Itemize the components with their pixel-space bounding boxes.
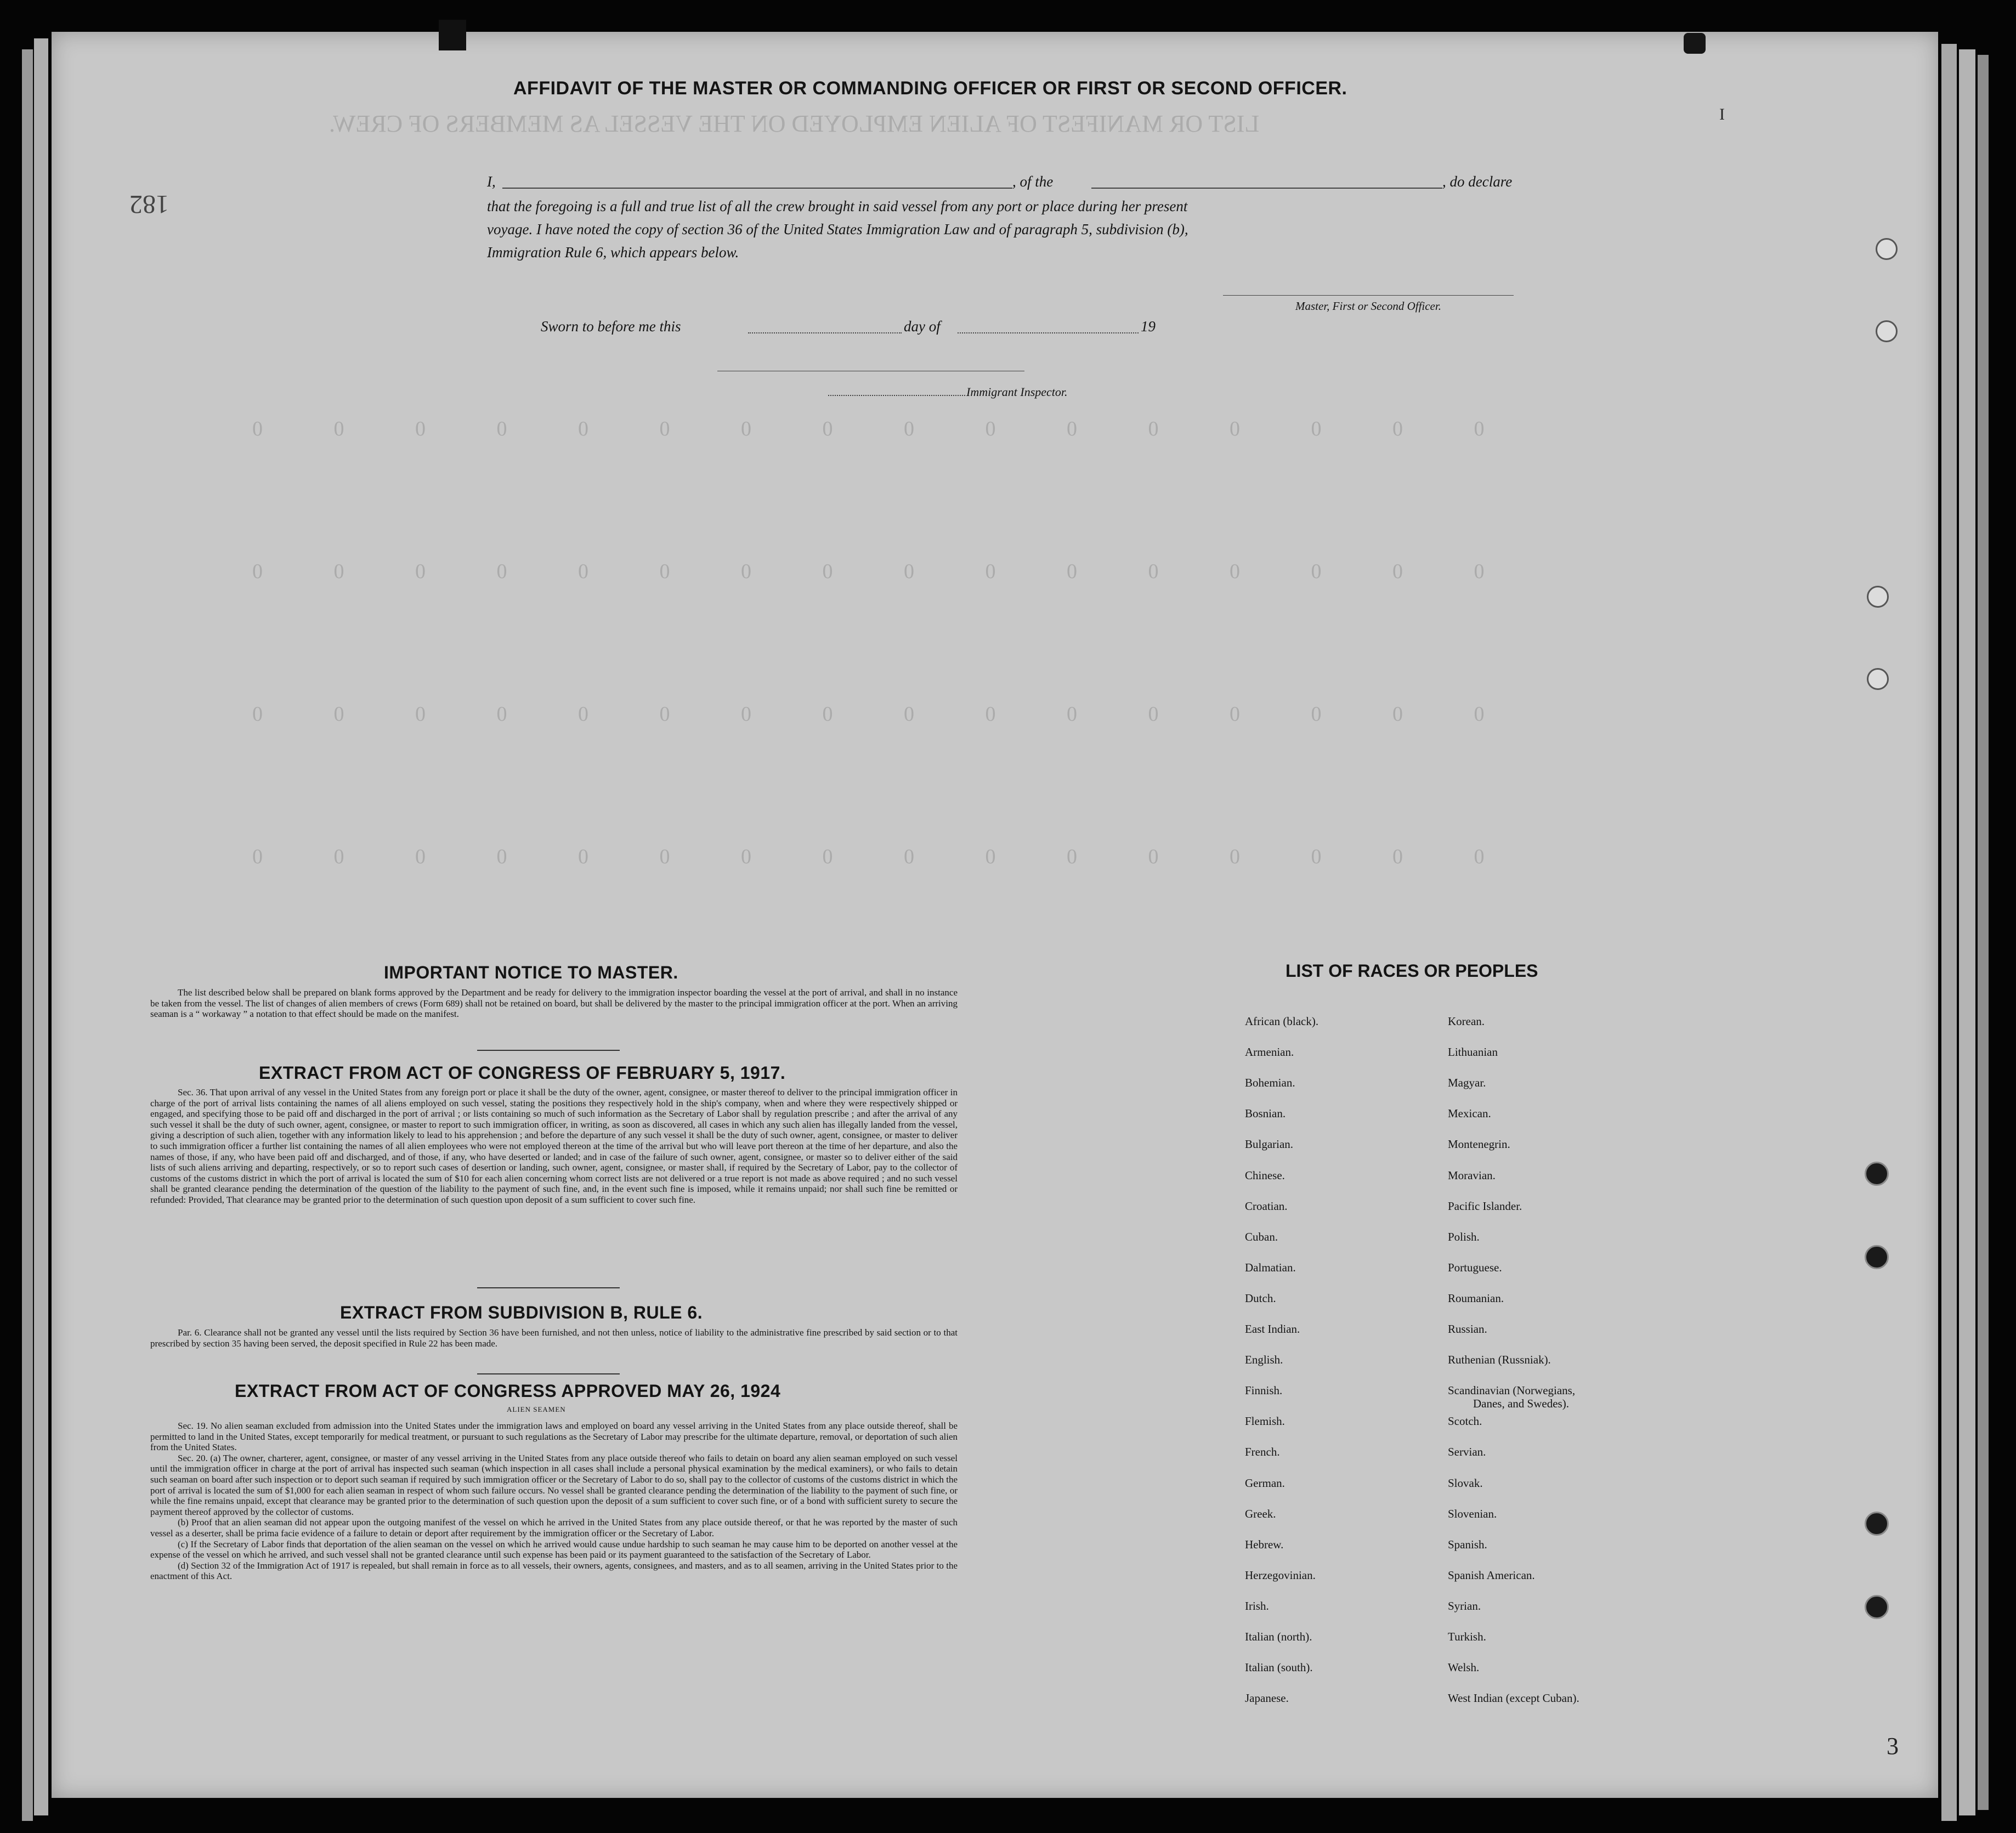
- race-item: Pacific Islander.: [1448, 1200, 1522, 1213]
- race-item: Herzegovinian.: [1245, 1569, 1316, 1582]
- binder-hole: [1867, 586, 1889, 608]
- race-item: Turkish.: [1448, 1630, 1486, 1643]
- race-item: Ruthenian (Russniak).: [1448, 1353, 1551, 1366]
- name-blank: [502, 188, 1012, 189]
- race-item: Flemish.: [1245, 1415, 1285, 1428]
- month-blank: [958, 332, 1139, 333]
- margin-number: 182: [129, 190, 169, 219]
- race-item: Japanese.: [1245, 1691, 1289, 1705]
- race-item: Bosnian.: [1245, 1107, 1286, 1120]
- race-item: French.: [1245, 1445, 1280, 1458]
- extract-1924-subtitle: ALIEN SEAMEN: [507, 1405, 566, 1413]
- binder-hole: [1876, 238, 1898, 260]
- race-item: Lithuanian: [1448, 1045, 1498, 1059]
- affidavit-i: I,: [487, 173, 496, 190]
- race-item: Irish.: [1245, 1599, 1269, 1613]
- race-item: Spanish American.: [1448, 1569, 1535, 1582]
- race-item: Portuguese.: [1448, 1261, 1502, 1274]
- race-item: Chinese.: [1245, 1169, 1285, 1182]
- rule-6-text: Par. 6. Clearance shall not be granted any vessel until the lists required by Section 36 have been furnished, and not then unless, notice of liability to the administrative fine prescribed by said section or to that prescribed by section 35 having been served, the deposit specified in Rule 22 has been made.: [150, 1327, 958, 1349]
- master-signature-line: [1223, 295, 1514, 296]
- notice-title: IMPORTANT NOTICE TO MASTER.: [384, 963, 678, 982]
- race-item: German.: [1245, 1476, 1285, 1490]
- binder-hole: [1865, 1245, 1889, 1269]
- page-edge: [34, 38, 48, 1815]
- year-prefix: 19: [1141, 318, 1156, 335]
- bleed-through: 0 0 0 0 0 0 0 0 0 0 0 0 0 0 0 0: [219, 703, 1485, 726]
- race-item: Italian (south).: [1245, 1661, 1313, 1674]
- race-item: Syrian.: [1448, 1599, 1481, 1613]
- section-20a: Sec. 20. (a) The owner, charterer, agent, consignee, or master of any vessel arriving in the United States from any place outside thereof who fails to detain on board any alien seaman employed on such vessel until the immigration officer in charge at the port of arrival has inspected such seaman (which inspection in all cases shall include a personal physical examination by the medical examiners), or who fails to detain such seaman on board after such inspection or to deport such seaman if required by such immigration officer or the Secretary of Labor to do so, shall pay to the collector of customs of the customs district in which the port of arrival is located the sum of $1,000 for each alien seaman in respect of whom such failure occurs. No vessel shall be granted clearance pending the determination of the liability to the payment of such fine, or while the fine remains unpaid, except that clearance may be granted prior to the determination of such question upon the deposit of a sum sufficient to cover such fine, or of a bond with sufficient surety to secure the payment thereof approved by the collector of customs.: [150, 1452, 958, 1517]
- rule-6-title: EXTRACT FROM SUBDIVISION B, RULE 6.: [340, 1303, 703, 1322]
- race-item: Greek.: [1245, 1507, 1276, 1520]
- race-item: Servian.: [1448, 1445, 1486, 1458]
- affidavit-title: AFFIDAVIT OF THE MASTER OR COMMANDING OFFICER OR FIRST OR SECOND OFFICER.: [513, 78, 1347, 99]
- race-item: Montenegrin.: [1448, 1138, 1510, 1151]
- bleed-through: 0 0 0 0 0 0 0 0 0 0 0 0 0 0 0 0: [219, 845, 1485, 868]
- race-item: Dutch.: [1245, 1292, 1276, 1305]
- bleed-through: 0 0 0 0 0 0 0 0 0 0 0 0 0 0 0 0: [219, 417, 1485, 440]
- extract-1917-text: Sec. 36. That upon arrival of any vessel in the United States from any foreign port or place it shall be the duty of the owner, agent, consignee, or master thereof to deliver to the principal immigration officer in charge of the port of arrival lists containing the names of all aliens employed on such vessel, stating the positions they respectively hold in the ship's company, when and where they were respectively shipped or engaged, and specifying those to be paid off and discharged in the port of arrival ; or lists containing so much of such information as the Secretary of Labor shall by regulation prescribe ; and after the arrival of any such vessel it shall be the duty of such owner, agent, consignee, or master to report to such immigration officer, in writing, as soon as discovered, all cases in which any such alien has illegally landed from the vessel, giving a description of such alien, together with any information likely to lead to his apprehension ; and before the departure of any such vessel it shall be the duty of such owner, agent, consignee, or master to deliver to such immigration officer a further list containing the names of all alien employees who were not employed thereon at the time of the arrival but who will leave port thereon at the time of her departure, and also the names of those, if any, who have been paid off and discharged, and of those, if any, who have deserted or landed; and in case of the failure of such owner, agent, consignee, or master so to deliver either of the said lists of such aliens arriving and departing, respectively, or so to report such cases of desertion or landing, such owner, agent, consignee, or master shall, if required by the Secretary of Labor, pay to the collector of customs of the customs district in which the port of arrival is located the sum of $10 for each alien concerning whom correct lists are not delivered or a true report is not made as above required ; and no such vessel shall be granted clearance pending the determination of the question of the liability to the payment of such fine, and, in the event such fine is imposed, while it remains unpaid; nor shall such fine be remitted or refunded: Provided, That clearance may be granted prior to the determination of such question upon deposit of a sum sufficient to cover such fine.: [150, 1087, 958, 1205]
- binder-hole: [1865, 1595, 1889, 1619]
- inspector-label: Immigrant Inspector.: [966, 385, 1068, 399]
- race-item: Bulgarian.: [1245, 1138, 1294, 1151]
- bottom-mark: 3: [1887, 1733, 1899, 1760]
- race-item: Roumanian.: [1448, 1292, 1504, 1305]
- races-title: LIST OF RACES OR PEOPLES: [1286, 961, 1538, 981]
- race-item: African (black).: [1245, 1015, 1319, 1028]
- race-item: Bohemian.: [1245, 1076, 1295, 1089]
- extract-1924-title: EXTRACT FROM ACT OF CONGRESS APPROVED MAY 26, 1924: [235, 1381, 781, 1401]
- race-item: Dalmatian.: [1245, 1261, 1296, 1274]
- section-20d: (d) Section 32 of the Immigration Act of 1917 is repealed, but shall remain in force as to all vessels, their owners, agents, consignees, and masters, and as to all seamen, arriving in the United States prior to the enactment of this Act.: [150, 1560, 958, 1582]
- vessel-blank: [1091, 188, 1442, 189]
- section-divider: [477, 1373, 620, 1374]
- bleed-through: 0 0 0 0 0 0 0 0 0 0 0 0 0 0 0 0: [219, 560, 1485, 583]
- inspector-dots: [828, 395, 965, 396]
- affidavit-declare: , do declare: [1442, 173, 1513, 190]
- extract-1924-body: [150, 1421, 958, 1582]
- binder-hole: [1865, 1512, 1889, 1536]
- race-item: Slovenian.: [1448, 1507, 1497, 1520]
- page-edge: [1941, 44, 1957, 1821]
- binding-clip: [439, 20, 466, 50]
- bleed-through: LIST OR MANIFEST OF ALIEN EMPLOYED ON THE VESSEL AS MEMBERS OF CREW.: [329, 110, 1260, 137]
- edge-mark: I: [1719, 105, 1725, 123]
- day-blank: [748, 332, 902, 333]
- race-item: Scandinavian (Norwegians,: [1448, 1384, 1576, 1397]
- race-item: Slovak.: [1448, 1476, 1483, 1490]
- section-divider: [477, 1050, 620, 1051]
- race-item: West Indian (except Cuban).: [1448, 1691, 1579, 1705]
- binder-hole: [1876, 320, 1898, 342]
- race-item: Welsh.: [1448, 1661, 1480, 1674]
- race-item: Russian.: [1448, 1322, 1487, 1336]
- race-item: Magyar.: [1448, 1076, 1486, 1089]
- page-edge: [22, 49, 33, 1821]
- section-19: Sec. 19. No alien seaman excluded from admission into the United States under the immigration laws and employed on board any vessel arriving in the United States from any place outside thereof, shall be permitted to land in the United States, except temporarily for medical treatment, or pursuant to such regulations as the Secretary of Labor may prescribe for the ultimate departure, removal, or deportation of such alien from the United States.: [150, 1421, 958, 1453]
- affidavit-line-3: voyage. I have noted the copy of section 36 of the United States Immigration Law and of paragraph 5, subdivision (b),: [487, 221, 1188, 237]
- section-20b: (b) Proof that an alien seaman did not appear upon the outgoing manifest of the vessel on which he arrived in the United States from any place outside thereof, or that he was reported by the master of such vessel as a deserter, shall be prima facie evidence of a failure to detain or deport after requirement by the immigration officer or the Secretary of Labor.: [150, 1517, 958, 1538]
- race-item: Croatian.: [1245, 1200, 1288, 1213]
- race-item: Italian (north).: [1245, 1630, 1312, 1643]
- race-item: Hebrew.: [1245, 1538, 1284, 1551]
- section-divider: [477, 1287, 620, 1288]
- race-item-continuation: Danes, and Swedes).: [1473, 1397, 1569, 1410]
- master-label: Master, First or Second Officer.: [1295, 299, 1441, 313]
- extract-1917-title: EXTRACT FROM ACT OF CONGRESS OF FEBRUARY 5, 1917.: [259, 1063, 786, 1083]
- race-item: Polish.: [1448, 1230, 1480, 1243]
- binding-clip: [1684, 33, 1706, 54]
- affidavit-of-the: , of the: [1012, 173, 1054, 190]
- notice-text: The list described below shall be prepared on blank forms approved by the Department and be ready for delivery to the immigration inspector boarding the vessel at the port of arrival, and shall in no instance be taken from the vessel. The list of changes of alien members of crews (Form 689) shall not be retained on board, but shall be delivered by the master to the principal immigration officer at the port. When an arriving seaman is a “ workaway ” a notation to that effect should be made on the manifest.: [150, 987, 958, 1020]
- race-item: Moravian.: [1448, 1169, 1496, 1182]
- affidavit-line-2: that the foregoing is a full and true list of all the crew brought in said vessel from any port or place during her present: [487, 198, 1188, 214]
- race-item: Cuban.: [1245, 1230, 1278, 1243]
- race-item: Mexican.: [1448, 1107, 1491, 1120]
- race-item: English.: [1245, 1353, 1283, 1366]
- race-item: Finnish.: [1245, 1384, 1283, 1397]
- binder-hole: [1865, 1162, 1889, 1186]
- race-item: Korean.: [1448, 1015, 1485, 1028]
- affidavit-line-4: Immigration Rule 6, which appears below.: [487, 244, 739, 261]
- section-20c: (c) If the Secretary of Labor finds that deportation of the alien seaman on the vessel on which he arrived would cause undue hardship to such seaman he may cause him to be deported on another vessel at the expense of the vessel on which he arrived, and such vessel shall not be granted clearance until such expense has been paid or its payment guaranteed to the satisfaction of the Secretary of Labor.: [150, 1538, 958, 1560]
- race-item: East Indian.: [1245, 1322, 1300, 1336]
- day-of-text: day of: [904, 318, 941, 335]
- race-item: Armenian.: [1245, 1045, 1294, 1059]
- sworn-text: Sworn to before me this: [541, 318, 681, 335]
- race-item: Spanish.: [1448, 1538, 1487, 1551]
- binder-hole: [1867, 668, 1889, 690]
- page-edge: [1978, 55, 1989, 1810]
- page-edge: [1959, 49, 1975, 1815]
- race-item: Scotch.: [1448, 1415, 1482, 1428]
